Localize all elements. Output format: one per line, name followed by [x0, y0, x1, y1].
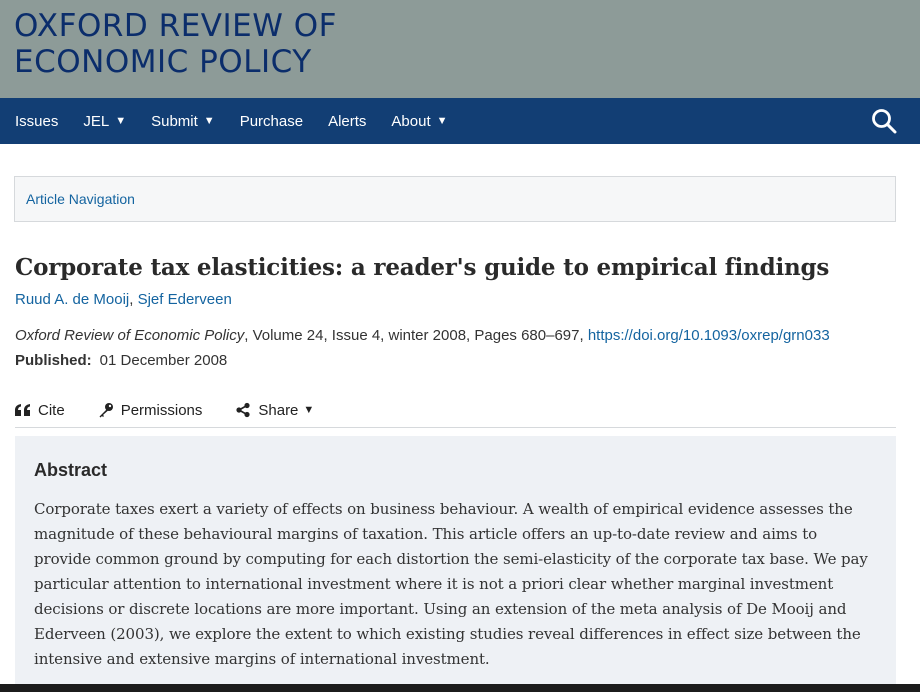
- quote-icon: [15, 404, 31, 416]
- journal-title-line1: OXFORD REVIEW OF: [14, 8, 337, 44]
- share-label: Share: [258, 401, 299, 419]
- key-icon: [98, 402, 114, 418]
- nav-about[interactable]: [391, 113, 447, 130]
- caret-down-icon: ▼: [203, 115, 215, 127]
- journal-title[interactable]: [14, 8, 337, 80]
- journal-title-line2: ECONOMIC POLICY: [14, 44, 312, 80]
- main-navbar: [0, 98, 920, 144]
- cite-label: Cite: [38, 401, 65, 419]
- nav-submit-label: Submit: [151, 112, 198, 130]
- nav-issues[interactable]: [15, 113, 58, 130]
- nav-alerts[interactable]: [328, 113, 366, 130]
- share-icon: [235, 402, 251, 418]
- published-date: 01 December 2008: [99, 352, 228, 369]
- share-button[interactable]: [235, 402, 314, 419]
- article-navigation-label: Article Navigation: [26, 191, 135, 207]
- search-button[interactable]: [870, 107, 898, 135]
- author-link[interactable]: Sjef Ederveen: [137, 291, 232, 308]
- article-navigation[interactable]: [14, 176, 896, 222]
- caret-down-icon: ▼: [436, 115, 448, 127]
- nav-about-label: About: [391, 112, 431, 130]
- permissions-label: Permissions: [120, 401, 203, 419]
- nav-purchase-label: Purchase: [239, 112, 304, 130]
- citation-details: , Volume 24, Issue 4, winter 2008, Pages 680–697,: [244, 327, 588, 344]
- nav-jel-label: JEL: [83, 112, 110, 130]
- abstract-heading: Abstract: [34, 460, 108, 480]
- search-icon: [870, 107, 898, 135]
- permissions-button[interactable]: [98, 402, 203, 419]
- abstract-section: [15, 436, 896, 692]
- published-info: [15, 352, 227, 369]
- abstract-text: Corporate taxes exert a variety of effects on business behaviour. A wealth of empirical evidence assesses the magnitude of these behavioural margins of taxation. This article offers an up-to-date review and aims to provide common ground by computing for each distortion the semi-elasticity of the corporate tax base. We pay particular attention to international investment where it is not a priori clear whether marginal investment decisions or discrete locations are more important. Using an extension of the meta analysis of De Mooij and Ederveen (2003), we explore the extent to which existing studies reveal differences in effect size between the intensive and extensive margins of international investment.: [34, 500, 868, 668]
- published-label: Published:: [15, 352, 92, 369]
- doi-link[interactable]: https://doi.org/10.1093/oxrep/grn033: [587, 327, 830, 344]
- author-link[interactable]: Ruud A. de Mooij: [15, 291, 130, 308]
- author-list: [15, 291, 232, 308]
- nav-submit[interactable]: [151, 113, 215, 130]
- nav-jel[interactable]: [83, 113, 126, 130]
- cite-button[interactable]: [15, 402, 65, 419]
- journal-name: Oxford Review of Economic Policy: [15, 327, 245, 344]
- nav-purchase[interactable]: [240, 113, 303, 130]
- caret-down-icon: ▼: [115, 115, 127, 127]
- article-title: Corporate tax elasticities: a reader's guide to empirical findings: [15, 254, 830, 281]
- masthead: [0, 0, 920, 98]
- caret-down-icon: ▼: [303, 404, 315, 416]
- bottom-bar: [0, 684, 920, 692]
- toolbar-divider: [15, 427, 896, 428]
- author-separator: ,: [129, 291, 134, 308]
- article-toolbar: [15, 398, 347, 422]
- nav-alerts-label: Alerts: [328, 112, 367, 130]
- citation: [15, 327, 830, 344]
- nav-issues-label: Issues: [15, 112, 59, 130]
